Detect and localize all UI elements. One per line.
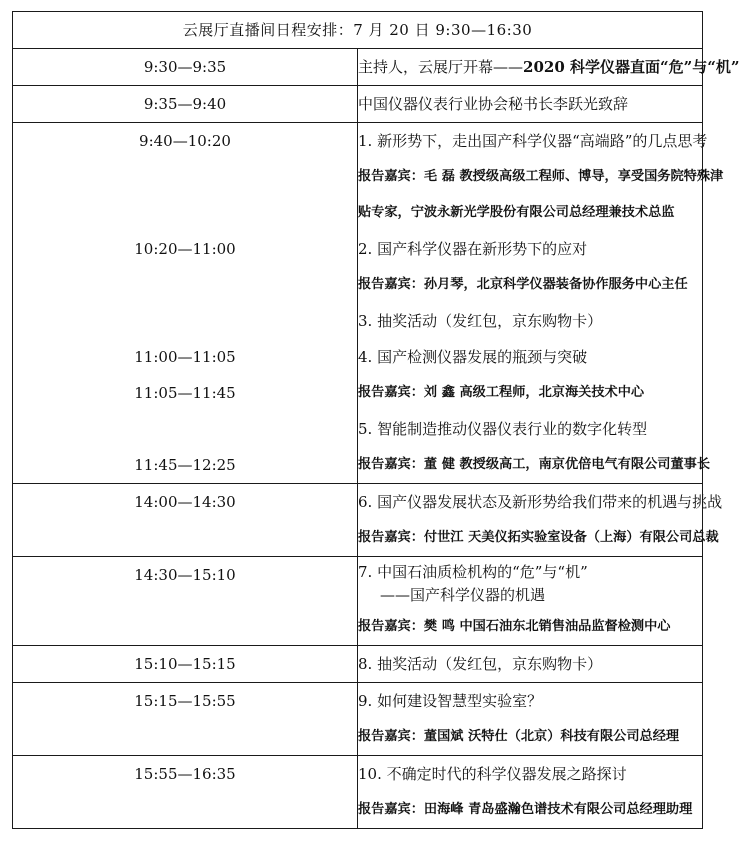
table-header-row: [13, 12, 703, 49]
item-text: 中国仪器仪表行业协会秘书长李跃光致辞: [358, 95, 629, 113]
table-row: [13, 86, 703, 123]
speaker-info: 报告嘉宾：毛 磊 教授级高级工程师、博导，享受国务院特殊津: [358, 169, 724, 184]
table-row: [13, 646, 703, 683]
opening-prefix: 主持人，云展厅开幕——: [358, 58, 524, 76]
speaker-info: 报告嘉宾：刘 鑫 高级工程师，北京海关技术中心: [358, 385, 645, 400]
time-text: 11:05—11:45: [134, 384, 236, 402]
item-text: 8. 抽奖活动（发红包，京东购物卡）: [358, 655, 603, 673]
item-title: 9. 如何建设智慧型实验室？: [358, 692, 543, 710]
content-cell: [358, 123, 724, 484]
time-cell: [13, 683, 358, 756]
speaker-info: 贴专家，宁波永新光学股份有限公司总经理兼技术总监: [358, 205, 675, 220]
speaker-info: 报告嘉宾：董 健 教授级高工，南京优倍电气有限公司董事长: [358, 457, 711, 472]
time-text: 15:55—16:35: [134, 765, 236, 783]
item-title: 10. 不确定时代的科学仪器发展之路探讨: [358, 765, 627, 783]
time-cell: [13, 557, 358, 646]
time-text: 9:35—9:40: [143, 95, 227, 113]
table-row: [13, 49, 703, 86]
table-row: [13, 484, 703, 557]
item-title: 4. 国产检测仪器发展的瓶颈与突破: [358, 348, 588, 366]
schedule-title: 云展厅直播间日程安排：7 月 20 日 9:30—16:30: [13, 12, 703, 49]
opening-line: [358, 49, 740, 85]
table-row: [13, 557, 703, 646]
time-text: 15:10—15:15: [134, 655, 236, 673]
content-cell: [358, 646, 703, 683]
table-row: [13, 123, 703, 484]
speaker-info: 报告嘉宾：樊 鸣 中国石油东北销售油品监督检测中心: [358, 619, 671, 634]
time-text: 11:00—11:05: [134, 348, 236, 366]
time-text: 10:20—11:00: [134, 240, 236, 258]
time-text: 9:30—9:35: [143, 58, 227, 76]
item-title: 1. 新形势下，走出国产科学仪器“高端路”的几点思考: [358, 132, 708, 150]
time-cell: [13, 756, 358, 829]
speaker-info: 报告嘉宾：孙月琴，北京科学仪器装备协作服务中心主任: [358, 277, 688, 292]
content-cell: [358, 49, 740, 86]
opening-theme: 2020 科学仪器直面“危”与“机”: [523, 58, 740, 76]
time-cell: [13, 484, 358, 557]
time-text: 11:45—12:25: [134, 456, 236, 474]
time-text: 14:30—15:10: [134, 566, 236, 584]
item-title: 7. 中国石油质检机构的“危”与“机”: [358, 563, 588, 581]
schedule-table: [12, 11, 740, 829]
time-text: 9:40—10:20: [139, 132, 231, 150]
speaker-info: 报告嘉宾：田海峰 青岛盛瀚色谱技术有限公司总经理助理: [358, 802, 693, 817]
item-title: 2. 国产科学仪器在新形势下的应对: [358, 240, 588, 258]
table-row: [13, 683, 703, 756]
time-cell: [13, 646, 358, 683]
time-cell: [13, 123, 358, 484]
time-cell: [13, 49, 358, 86]
item-subtitle: ——国产科学仪器的机遇: [380, 586, 546, 604]
item-title: 6. 国产仪器发展状态及新形势给我们带来的机遇与挑战: [358, 493, 723, 511]
content-cell: [358, 86, 703, 123]
time-text: 15:15—15:55: [134, 692, 236, 710]
item-title: 3. 抽奖活动（发红包，京东购物卡）: [358, 312, 603, 330]
speaker-info: 报告嘉宾：付世江 天美仪拓实验室设备（上海）有限公司总裁: [358, 530, 719, 545]
content-cell: [358, 756, 703, 829]
speaker-info: 报告嘉宾：董国斌 沃特仕（北京）科技有限公司总经理: [358, 729, 680, 744]
content-cell: [358, 484, 723, 557]
table-row: [13, 756, 703, 829]
content-cell: [358, 557, 703, 646]
item-title: 5. 智能制造推动仪器仪表行业的数字化转型: [358, 420, 648, 438]
content-cell: [358, 683, 703, 756]
time-text: 14:00—14:30: [134, 493, 236, 511]
time-cell: [13, 86, 358, 123]
